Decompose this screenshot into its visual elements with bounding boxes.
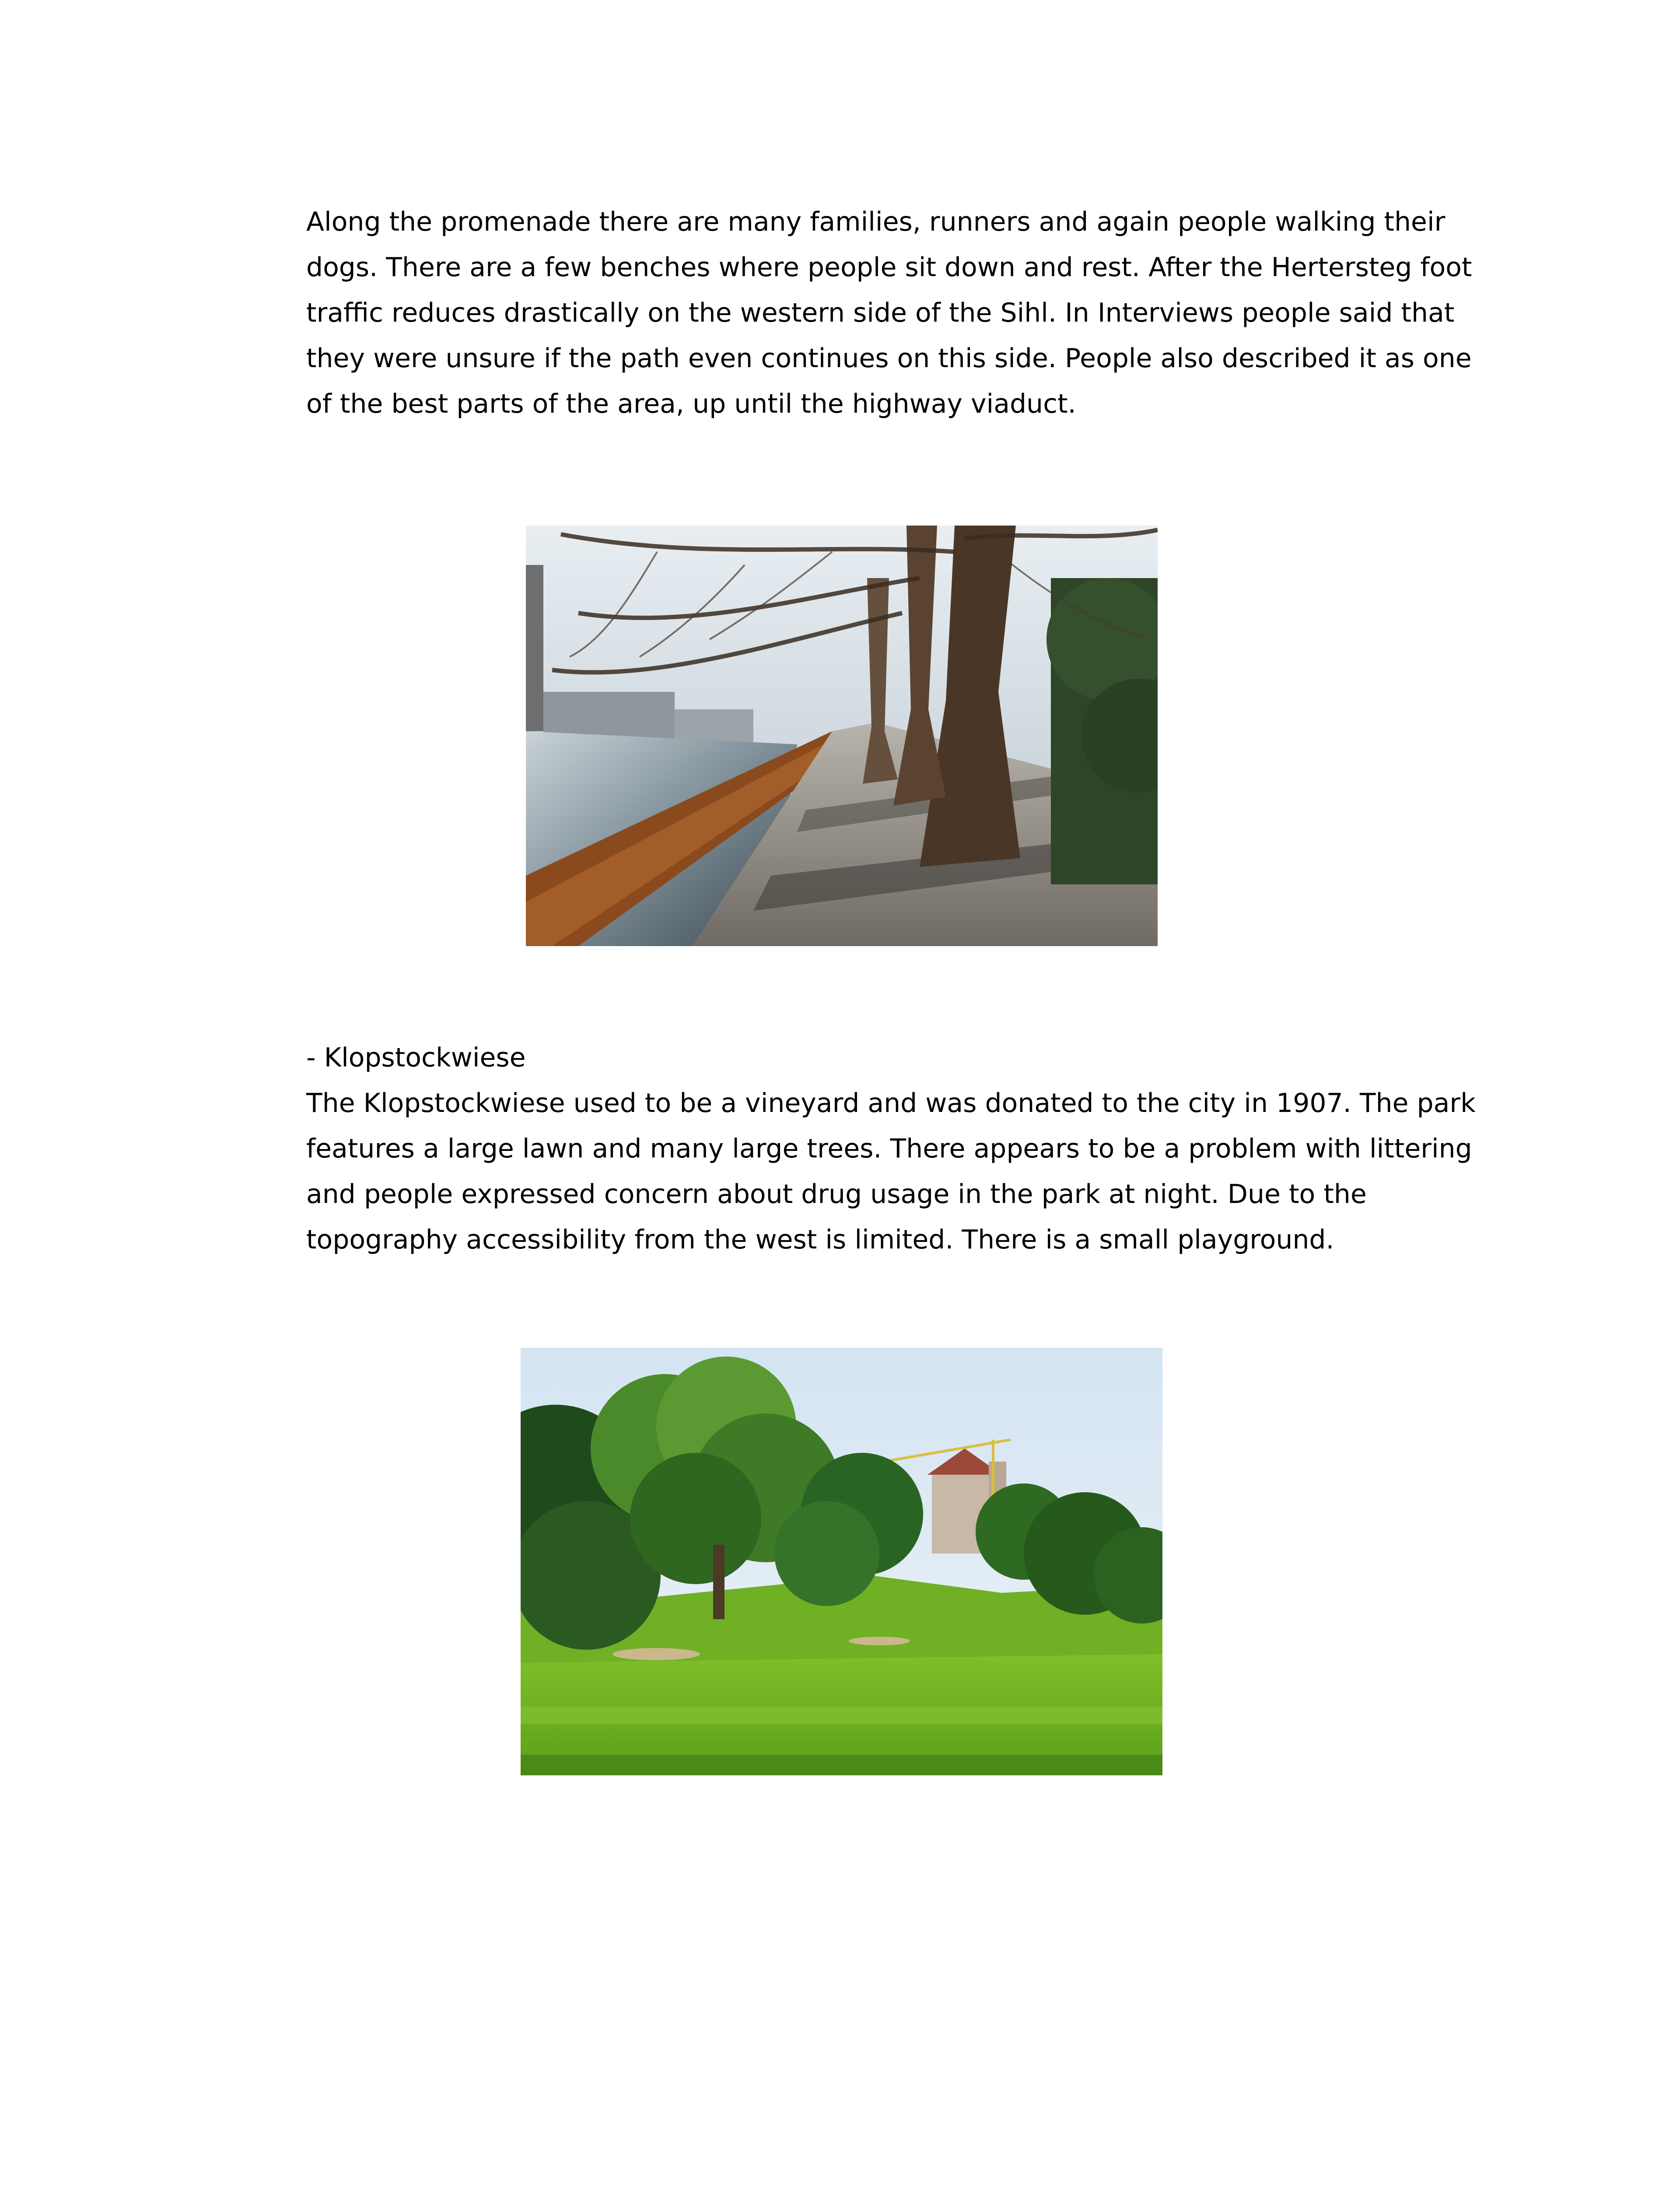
body-paragraph-promenade: Along the promenade there are many families, runners and again people walking their dogs. There are a few benches where people sit down and rest. After the Hertersteg foot traffic reduces drastically on the western side of the Sihl. In Interviews people said that they were unsure if the path even continues on this side. People also described it as one of the best parts of the area, up until the highway viaduct.	[306, 207, 1472, 419]
promenade-river-trees-photo	[526, 526, 1158, 946]
park-lawn-trees-photo	[521, 1348, 1162, 1775]
section-heading-klopstockwiese: - Klopstockwiese	[306, 1042, 526, 1073]
body-paragraph-klopstockwiese: The Klopstockwiese used to be a vineyard and was donated to the city in 1907. The park features a large lawn and many large trees. There appears to be a problem with littering and people expressed concern about drug usage in the park at night. Due to the topography accessibility from the west is limited. There is a small playground.	[306, 1088, 1476, 1255]
